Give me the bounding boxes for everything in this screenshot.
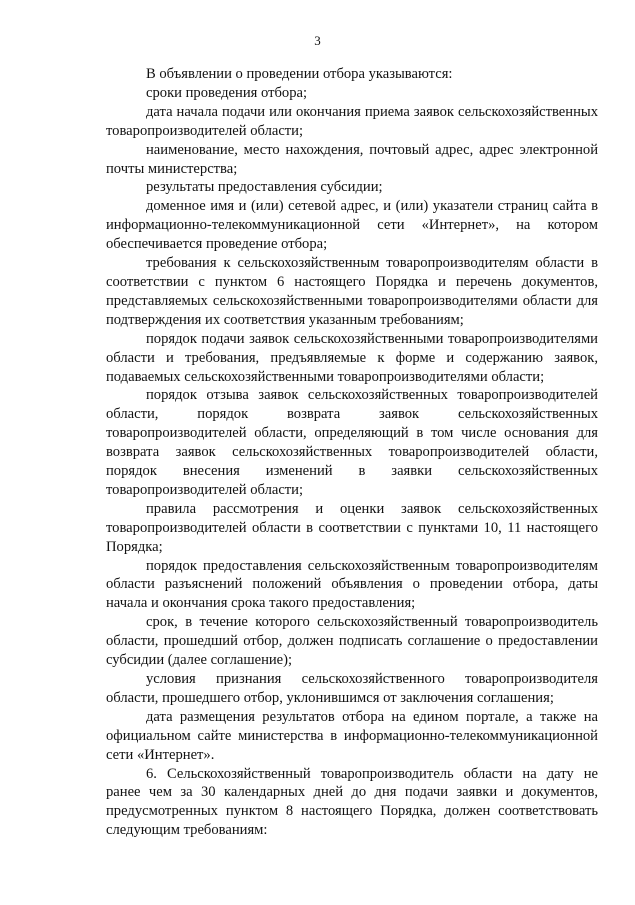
paragraph: дата размещения результатов отбора на едином портале, а также на официальном сайте министерства в информационно-телекоммуникационной сети «Интернет». xyxy=(106,708,598,763)
paragraph: срок, в течение которого сельскохозяйственный товаропроизводитель области, прошедший отбор, должен подписать соглашение о предоставлении субсидии (далее соглашение); xyxy=(106,614,598,669)
paragraph: сроки проведения отбора; xyxy=(146,84,308,101)
page-number: 3 xyxy=(314,33,321,48)
paragraph: дата начала подачи или окончания приема заявок сельскохозяйственных товаропроизводителей области; xyxy=(106,103,598,139)
paragraph: результаты предоставления субсидии; xyxy=(146,179,383,196)
paragraph: правила рассмотрения и оценки заявок сельскохозяйственных товаропроизводителей области в соответствии с пунктами 10, 11 настоящего Порядка; xyxy=(106,500,598,555)
paragraph: порядок предоставления сельскохозяйственным товаропроизводителям области разъяснений положений объявления о проведении отбора, даты начала и окончания срока такого предоставления; xyxy=(106,557,598,612)
paragraph: порядок подачи заявок сельскохозяйственными товаропроизводителями области и требования, предъявляемые к форме и содержанию заявок, подаваемых сельскохозяйственными товаропроизводителями области; xyxy=(106,330,598,385)
document-body xyxy=(106,65,598,840)
paragraph: доменное имя и (или) сетевой адрес, и (или) указатели страниц сайта в информационно-телекоммуникационной сети «Интернет», на котором обеспечивается проведение отбора; xyxy=(106,198,598,253)
paragraph: условия признания сельскохозяйственного товаропроизводителя области, прошедшего отбор, уклонившимся от заключения соглашения; xyxy=(106,671,598,706)
paragraph: порядок отзыва заявок сельскохозяйственных товаропроизводителей области, порядок возврата заявок сельскохозяйственных товаропроизводителей области, определяющий в том числе основания для возврата заявок сельскохозяйственных товаропроизводителей области, порядок внесения изменений в заявки сельскохозяйственных товаропроизводителей области; xyxy=(106,387,598,498)
paragraph: В объявлении о проведении отбора указываются: xyxy=(146,66,453,82)
paragraph: наименование, место нахождения, почтовый адрес, адрес электронной почты министерства; xyxy=(106,141,598,177)
paragraph: 6. Сельскохозяйственный товаропроизводитель области на дату не ранее чем за 30 календарных дней до дня подачи заявки и документов, предусмотренных пунктом 8 настоящего Порядка, должен соответствовать следующим требованиям: xyxy=(106,765,598,839)
paragraph: требования к сельскохозяйственным товаропроизводителям области в соответствии с пунктом 6 настоящего Порядка и перечень документов, представляемых сельскохозяйственными товаропроизводителями области для подтверждения их соответствия указанным требованиям; xyxy=(106,255,598,328)
